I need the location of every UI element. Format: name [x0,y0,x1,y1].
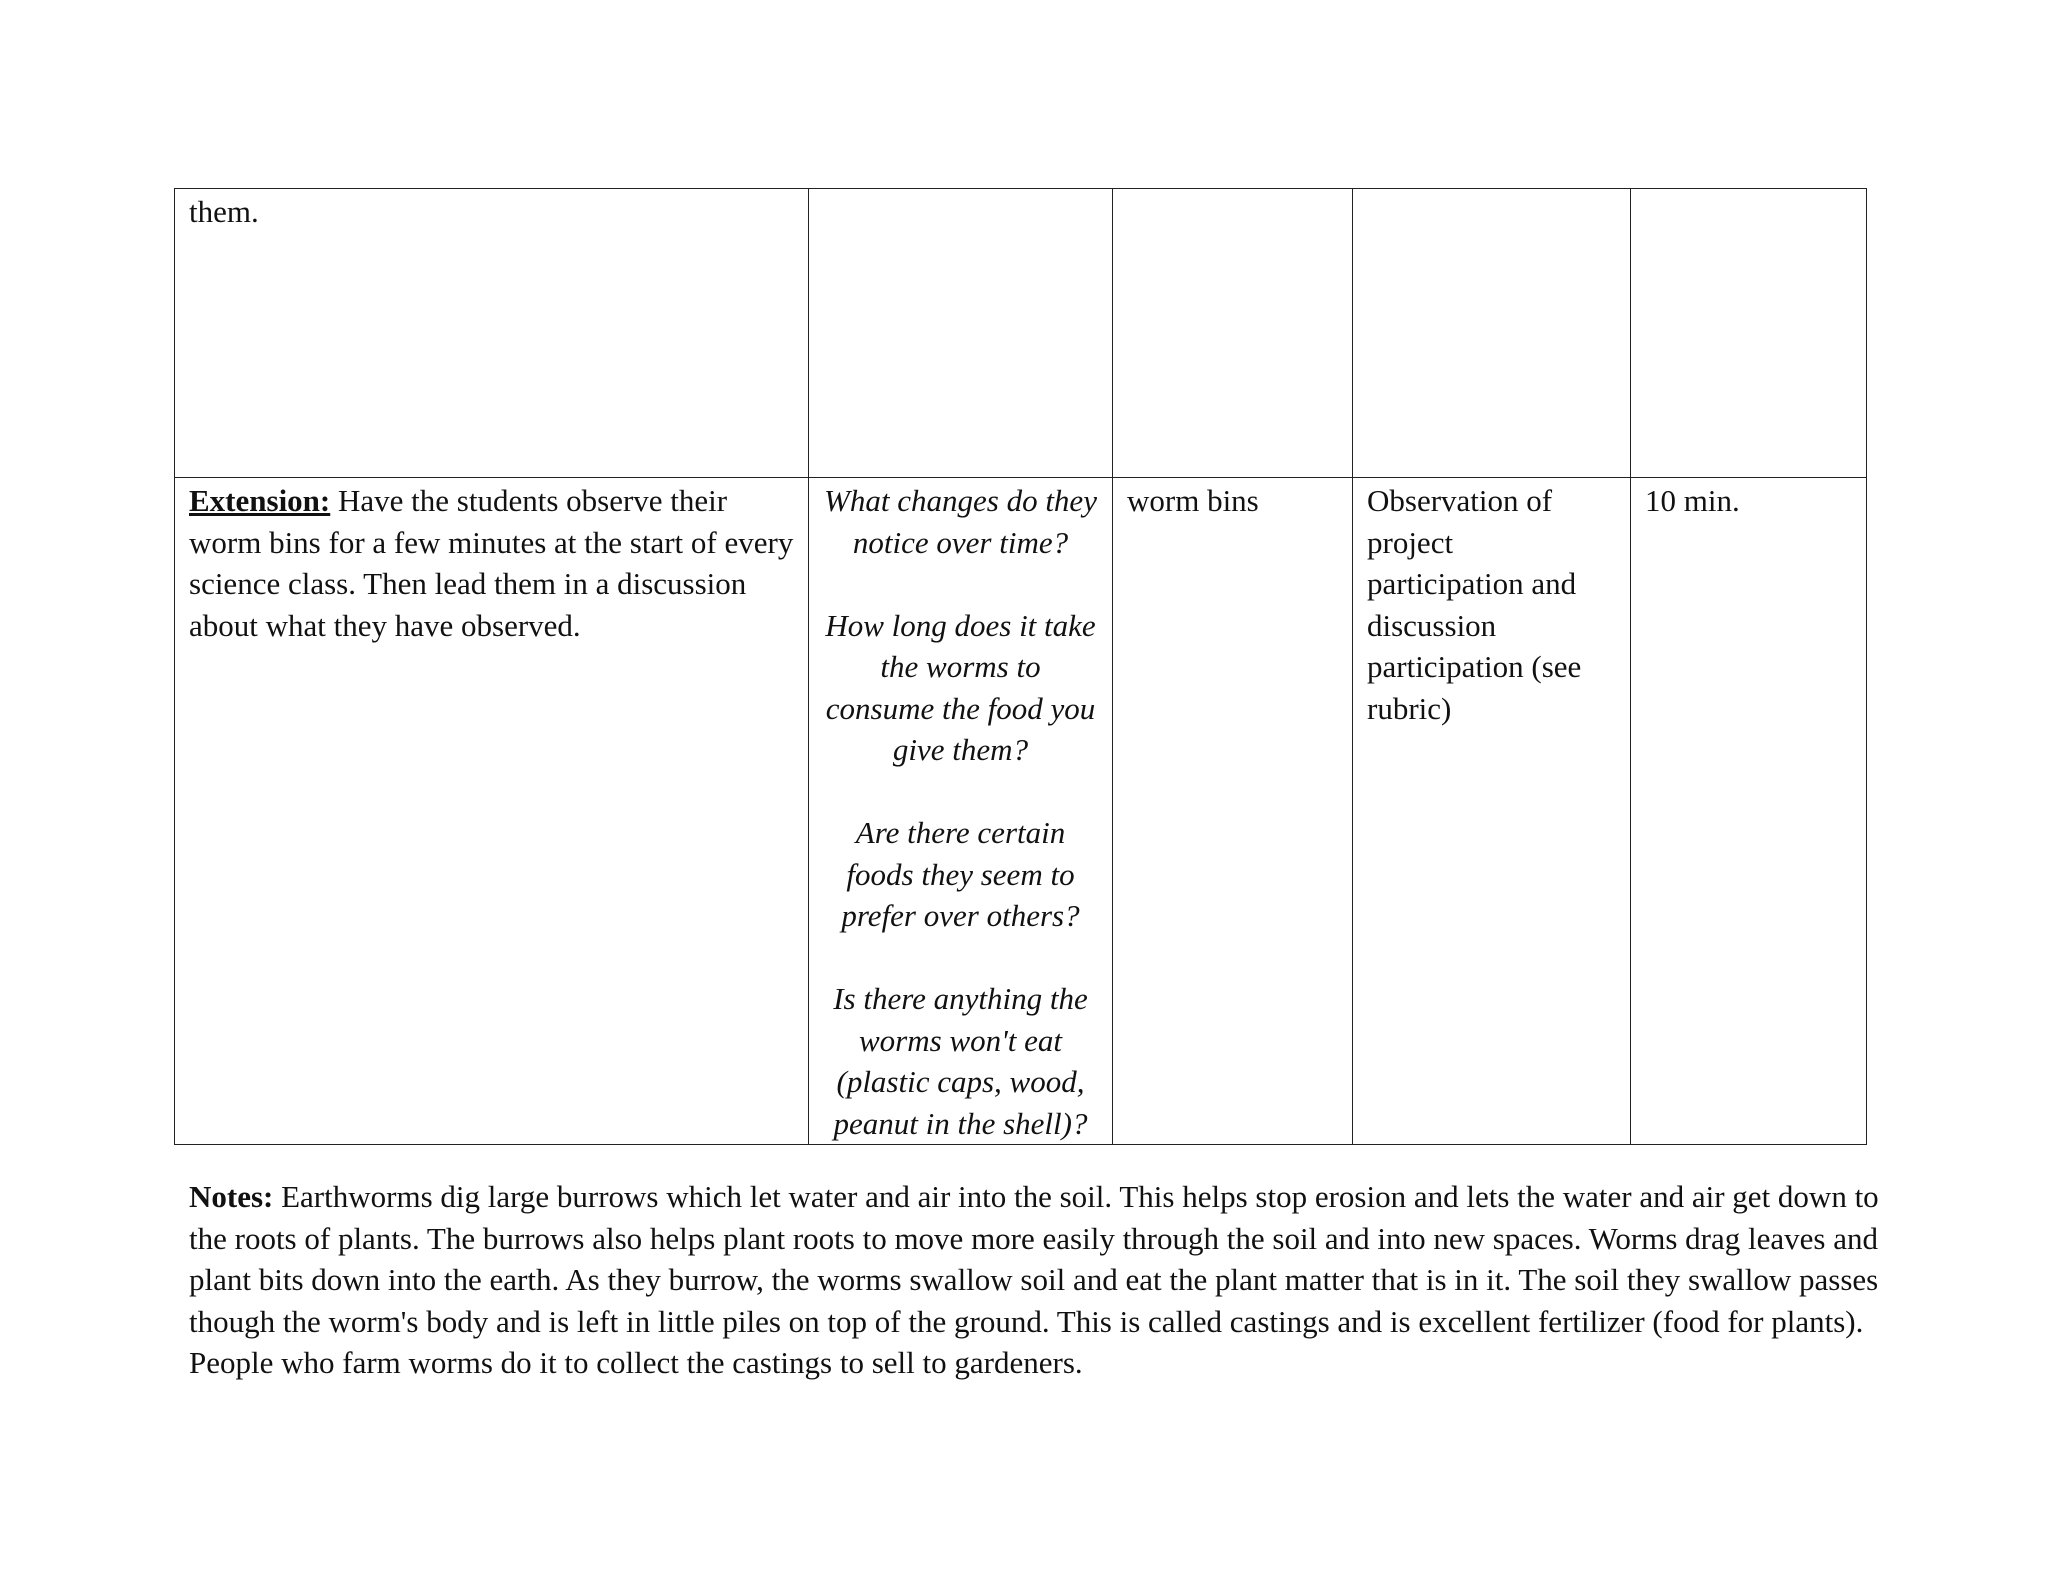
question-item: How long does it take the worms to consume the food you give them? [825,607,1096,767]
assessment-cell [1353,189,1631,478]
questions-cell [809,189,1113,478]
activity-cell [175,478,809,1145]
table-row-extension [175,478,1867,1145]
materials-cell [1113,189,1353,478]
notes-text: Earthworms dig large burrows which let water and air into the soil. This helps stop erosion and lets the water and air get down to the roots of plants. The burrows also helps plant roots to move more easily through the soil and into new spaces. Worms drag leaves and plant bits down into the earth. As they burrow, the worms swallow soil and eat the plant matter that is in it. The soil they swallow passes though the worm's body and is left in little piles on top of the ground. This is called castings and is excellent fertilizer (food for plants). People who farm worms do it to collect the castings to sell to gardeners. [189,1179,1879,1380]
question-item: What changes do they notice over time? [824,483,1097,560]
extension-label: Extension: [189,483,331,518]
questions-cell [809,478,1113,1145]
notes-label: Notes: [189,1179,274,1214]
materials-cell [1113,478,1353,1145]
assessment-cell [1353,478,1631,1145]
assessment-text: Observation of project participation and discussion participation (see rubric) [1367,483,1582,726]
time-cell [1631,478,1867,1145]
activity-cell [175,189,809,478]
lesson-plan-table [174,188,1867,1145]
notes-paragraph [189,1176,1889,1384]
table-row-continued [175,189,1867,478]
activity-text: them. [189,194,259,229]
extension-text: Have the students observe their worm bins for a few minutes at the start of every science class. Then lead them in a discussion about what they have observed. [189,483,794,643]
question-item: Is there anything the worms won't eat (plastic caps, wood, peanut in the shell)? [833,981,1088,1141]
question-item: Are there certain foods they seem to prefer over others? [841,815,1080,933]
time-cell [1631,189,1867,478]
materials-text: worm bins [1127,483,1259,518]
time-text: 10 min. [1645,483,1740,518]
